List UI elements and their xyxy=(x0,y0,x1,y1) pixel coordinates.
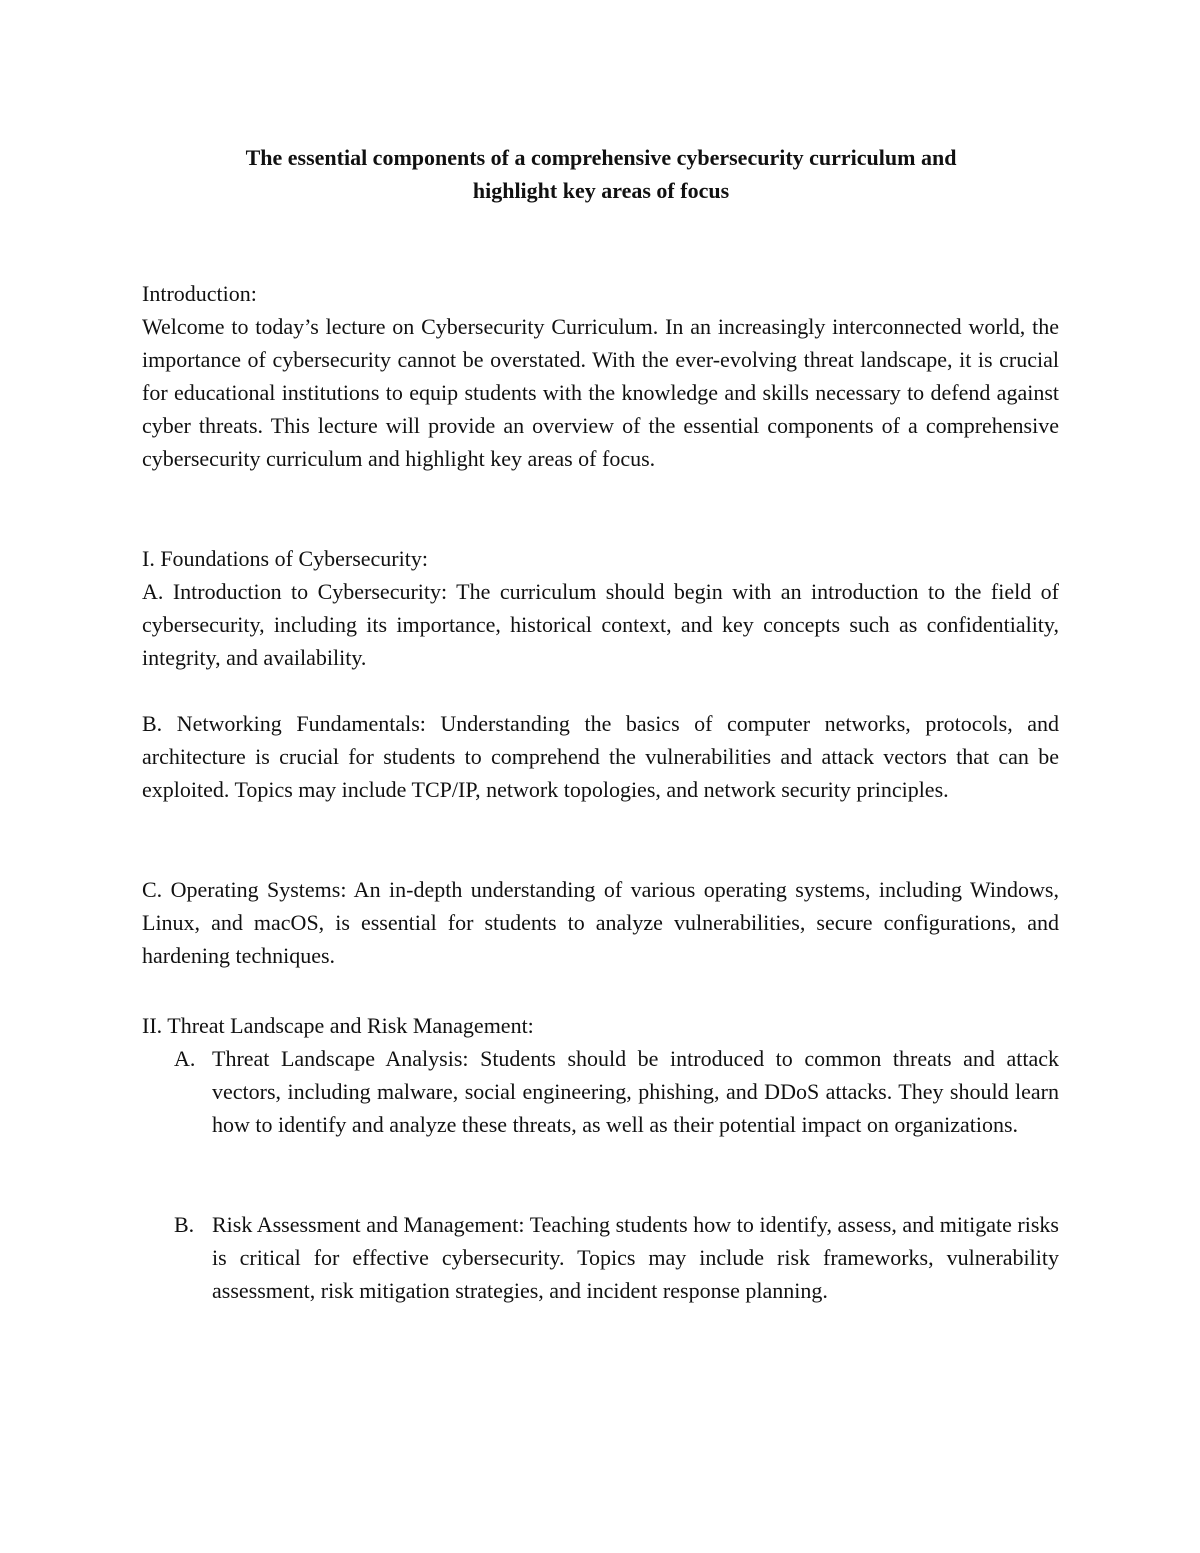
section-2-heading: II. Threat Landscape and Risk Management: xyxy=(142,1013,534,1038)
document-title xyxy=(142,141,1060,207)
intro-section xyxy=(142,277,1059,475)
title-line-1: The essential components of a comprehensive cybersecurity curriculum and xyxy=(245,145,957,170)
section-2-item-a-text: Threat Landscape Analysis: Students should be introduced to common threats and attack vectors, including malware, social engineering, phishing, and DDoS attacks. They should learn how to identify and analyze these threats, as well as their potential impact on organizations. xyxy=(212,1046,1059,1137)
section-1-item-b-block xyxy=(142,707,1059,806)
section-1-heading: I. Foundations of Cybersecurity: xyxy=(142,546,428,571)
intro-heading: Introduction: xyxy=(142,281,257,306)
list-marker-a: A. xyxy=(174,1046,196,1071)
section-1-item-c-block xyxy=(142,873,1059,972)
title-line-2: highlight key areas of focus xyxy=(472,178,730,203)
section-2-item-b-text: Risk Assessment and Management: Teaching students how to identify, assess, and mitigate risks is critical for effective cybersecurity. Topics may include risk frameworks, vulnerability assessment, risk mitigation strategies, and incident response planning. xyxy=(212,1212,1059,1303)
section-2-item-a xyxy=(142,1042,1059,1141)
section-1-item-a: A. Introduction to Cybersecurity: The curriculum should begin with an introduction to the field of cybersecurity, including its importance, historical context, and key concepts such as confidentiality, integrity, and availability. xyxy=(142,579,1059,670)
section-1-item-b: B. Networking Fundamentals: Understanding the basics of computer networks, protocols, and architecture is crucial for students to comprehend the vulnerabilities and attack vectors that can be exploited. Topics may include TCP/IP, network topologies, and network security principles. xyxy=(142,711,1059,802)
section-1-item-c: C. Operating Systems: An in-depth understanding of various operating systems, including Windows, Linux, and macOS, is essential for students to analyze vulnerabilities, secure configurations, and hardening techniques. xyxy=(142,877,1059,968)
intro-paragraph: Welcome to today’s lecture on Cybersecurity Curriculum. In an increasingly interconnected world, the importance of cybersecurity cannot be overstated. With the ever-evolving threat landscape, it is crucial for educational institutions to equip students with the knowledge and skills necessary to defend against cyber threats. This lecture will provide an overview of the essential components of a comprehensive cybersecurity curriculum and highlight key areas of focus. xyxy=(142,314,1059,471)
section-1 xyxy=(142,542,1059,674)
section-2-item-b xyxy=(142,1208,1059,1307)
list-marker-b: B. xyxy=(174,1212,195,1237)
section-2-heading-block xyxy=(142,1009,1059,1042)
